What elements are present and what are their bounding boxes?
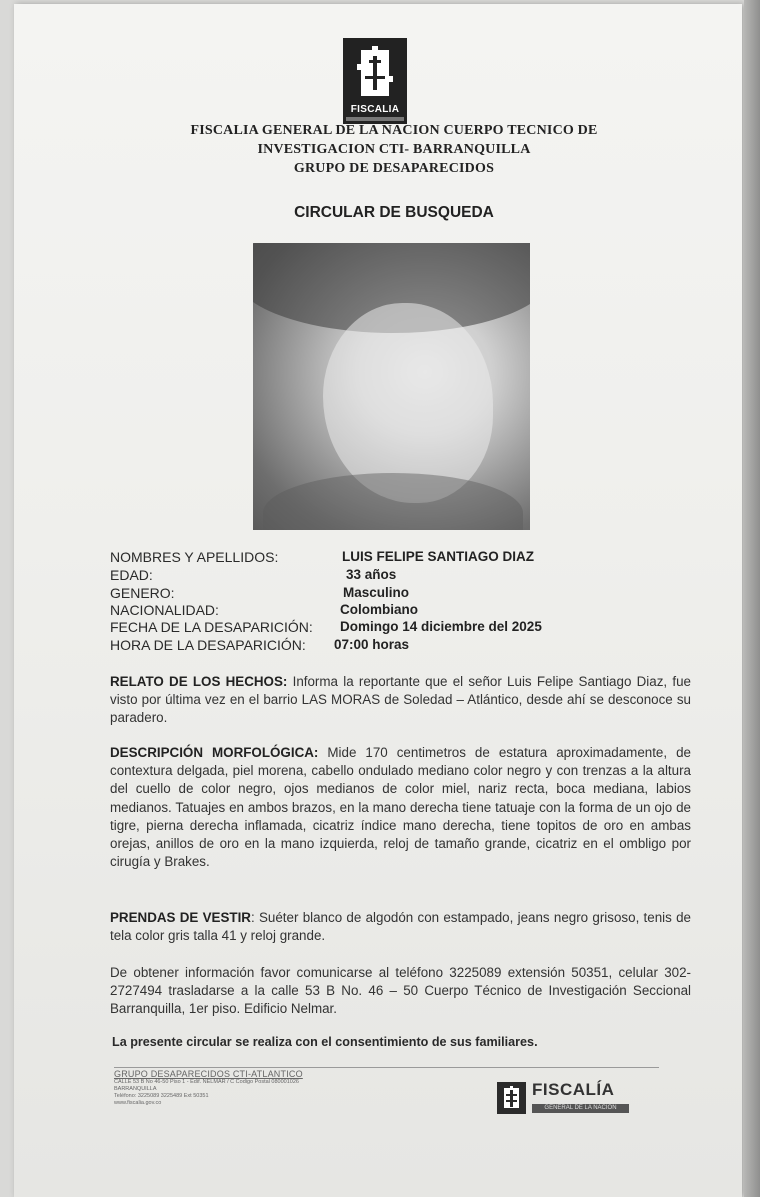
descripcion-paragraph <box>110 744 691 871</box>
field-value-gender: Masculino <box>343 585 410 600</box>
field-value-time: 07:00 horas <box>334 637 410 652</box>
contact-text: De obtener información favor comunicarse al teléfono 3225089 extensión 50351, celular 302-2727494 trasladarse a la calle 53 B No. 46 – 50 Cuerpo Técnico de Investigación Seccional Barranquilla, 1er piso. Edificio Nelmar. <box>110 965 691 1017</box>
field-label-date: FECHA DE LA DESAPARICIÓN: <box>110 619 313 635</box>
descripcion-text: Mide 170 centimetros de estatura aproximadamente, de contextura delgada, piel morena, cabello ondulado mediano color negro y con trenzas a la altura del cuello de color negro, ojos medianos de color miel, nariz recta, boca mediana, labios medianos. Tatuajes en ambos brazos, en la mano derecha tiene tatuaje con la forma de un ojo de tigre, pierna derecha inflamada, cicatriz índice mano derecha, tiene topitos de oro en ambas orejas, anillos de oro en la mano izquierda, reloj de tamaño grande, cicatriz en el ombligo por cirugía y Brakes. <box>110 745 691 870</box>
consent-note: La presente circular se realiza con el consentimiento de sus familiares. <box>112 1035 538 1049</box>
field-label-gender: GENERO: <box>110 585 175 601</box>
footer-logo-tagline: GENERAL DE LA NACIÓN <box>532 1104 629 1113</box>
document-sheet <box>14 4 742 1197</box>
footer-logo-wordmark: FISCALÍA <box>532 1080 615 1099</box>
footer-line: CALLE 53 B No 46-50 Piso 1 - Edif. NELMAR / C Codigo Postal 080001026 <box>114 1079 299 1085</box>
institution-line-3: GRUPO DE DESAPARECIDOS <box>293 161 495 176</box>
field-label-time: HORA DE LA DESAPARICIÓN: <box>110 637 306 653</box>
prendas-heading: PRENDAS DE VESTIR <box>110 910 251 925</box>
contact-paragraph <box>110 964 691 1019</box>
institution-line-1: FISCALIA GENERAL DE LA NACION CUERPO TECNICO DE <box>190 123 598 138</box>
footer-puzzle-icon <box>497 1082 526 1114</box>
footer-group-name: GRUPO DESAPARECIDOS CTI-ATLANTICO <box>114 1069 303 1079</box>
puzzle-icon <box>357 46 393 100</box>
relato-heading: RELATO DE LOS HECHOS: <box>110 674 288 689</box>
missing-person-photo <box>253 243 530 530</box>
footer-line: BARRANQUILLA <box>114 1086 157 1092</box>
logo-wordmark: FISCALIA <box>350 104 400 115</box>
footer-line: www.fiscalia.gov.co <box>114 1100 162 1106</box>
fiscalia-footer-logo <box>497 1082 637 1116</box>
footer-line: Teléfono: 3225089 3225489 Ext 50351 <box>114 1093 209 1099</box>
footer-address <box>114 1069 414 1107</box>
field-value-name: LUIS FELIPE SANTIAGO DIAZ <box>342 549 535 564</box>
prendas-text: : Suéter blanco de algodón con estampado, jeans negro grisoso, tenis de tela color gris talla 41 y reloj grande. <box>110 910 691 944</box>
prendas-paragraph <box>110 909 691 945</box>
descripcion-heading: DESCRIPCIÓN MORFOLÓGICA: <box>110 745 319 760</box>
field-value-nationality: Colombiano <box>340 602 418 617</box>
field-label-name: NOMBRES Y APELLIDOS: <box>110 549 279 565</box>
relato-paragraph <box>110 673 691 728</box>
field-value-age: 33 años <box>346 567 397 582</box>
relato-text: Informa la reportante que el señor Luis Felipe Santiago Diaz, fue visto por última vez en el barrio LAS MORAS de Soledad – Atlántico, desde ahí se desconoce su paradero. <box>110 674 691 726</box>
field-value-date: Domingo 14 diciembre del 2025 <box>340 619 542 634</box>
document-title: CIRCULAR DE BUSQUEDA <box>294 204 494 221</box>
background-edge <box>744 0 760 1197</box>
logo-tagline-bar <box>346 117 404 121</box>
field-label-nationality: NACIONALIDAD: <box>110 602 219 618</box>
footer-divider <box>114 1067 659 1068</box>
institution-line-2: INVESTIGACION CTI- BARRANQUILLA <box>257 142 531 157</box>
fiscalia-logo <box>343 38 407 124</box>
photo-shadow-bottom <box>263 473 523 530</box>
field-label-age: EDAD: <box>110 567 153 583</box>
